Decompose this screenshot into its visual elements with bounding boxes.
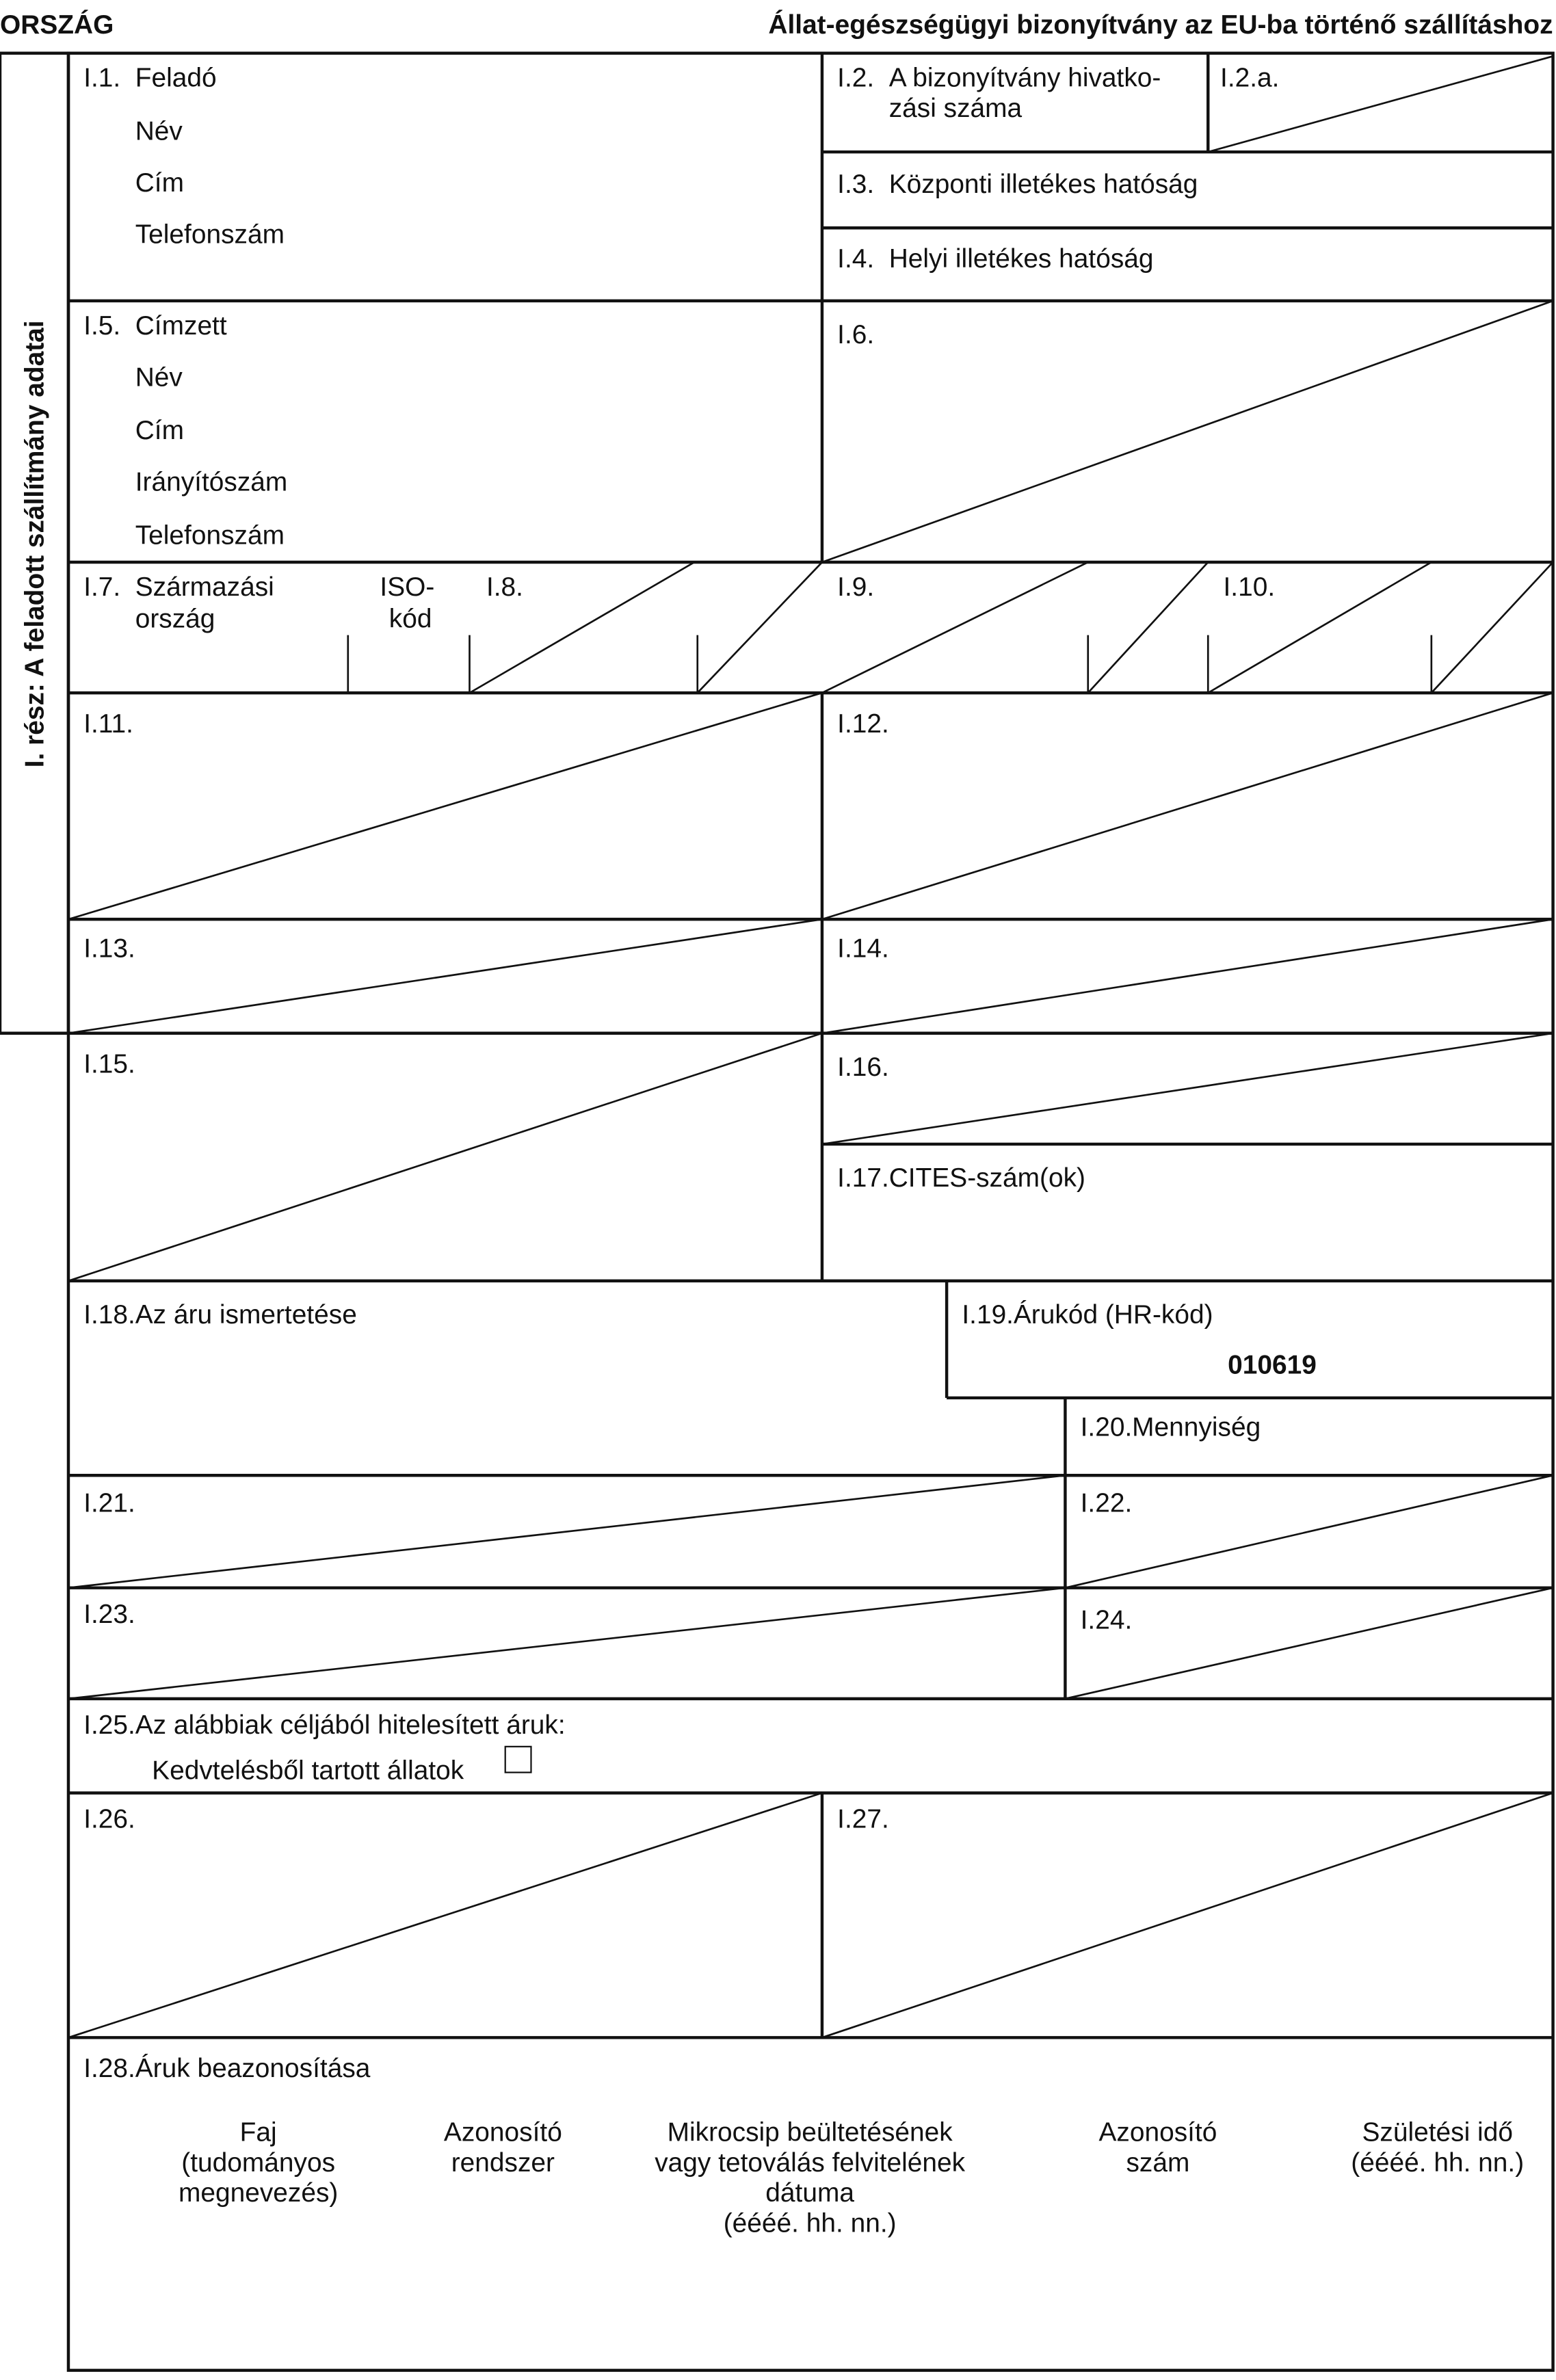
box-i16: I.16. <box>837 1051 889 1082</box>
box-i20-quantity: I.20.Mennyiség <box>1080 1411 1261 1442</box>
consignee-address-label: Cím <box>135 414 184 445</box>
box-i11: I.11. <box>83 708 133 739</box>
box-i23: I.23. <box>83 1598 135 1629</box>
column-id-system: Azonosító rendszer <box>443 2116 562 2178</box>
box-i2-line2: zási száma <box>888 92 1023 123</box>
box-i25-purpose: I.25.Az alábbiak céljából hitelesített áruk: <box>83 1709 566 1740</box>
box-i17-cites: I.17.CITES-szám(ok) <box>837 1162 1085 1193</box>
box-i4-local-authority: I.4. Helyi illetékes hatóság <box>837 243 1154 274</box>
column-species: Faj (tudományos megnevezés) <box>178 2116 339 2208</box>
box-i21: I.21. <box>83 1488 135 1518</box>
consignee-postcode-label: Irányítószám <box>135 466 288 497</box>
box-i5-consignee: I.5. Címzett <box>83 310 227 341</box>
box-i14: I.14. <box>837 933 889 964</box>
consignor-address-label: Cím <box>135 167 184 198</box>
box-i3-central-authority: I.3. Központi illetékes hatóság <box>837 168 1198 200</box>
consignee-name-label: Név <box>135 361 183 393</box>
box-i18-description: I.18.Az áru ismertetése <box>83 1299 357 1330</box>
box-i12: I.12. <box>837 708 889 739</box>
section-side-label: I. rész: A feladott szállítmány adatai <box>18 319 49 767</box>
cross-out-lines <box>68 56 1553 2037</box>
iso-code-label: ISO- <box>380 571 435 602</box>
box-i7-line2: ország <box>135 603 215 634</box>
form-border <box>68 53 1553 2370</box>
box-i15: I.15. <box>83 1048 135 1079</box>
box-i8: I.8. <box>486 571 523 602</box>
box-borders <box>0 53 1553 2370</box>
column-id-number: Azonosító szám <box>1098 2116 1217 2178</box>
box-i22: I.22. <box>1080 1488 1133 1518</box>
column-birth-date: Születési idő (éééé. hh. nn.) <box>1351 2116 1525 2178</box>
column-implant-date: Mikrocsip beültetésének vagy tetoválás felvitelének dátuma (éééé. hh. nn.) <box>655 2116 966 2238</box>
certificate-title: Állat-egészségügyi bizonyítvány az EU-ba történő szállításhoz <box>768 9 1553 40</box>
box-i2-reference: I.2. A bizonyítvány hivatko- <box>837 62 1161 93</box>
consignor-phone-label: Telefonszám <box>135 218 285 250</box>
box-i24: I.24. <box>1080 1604 1133 1635</box>
pets-checkbox[interactable] <box>505 1746 532 1773</box>
commodity-code-value: 010619 <box>1228 1349 1317 1380</box>
box-i10: I.10. <box>1223 571 1276 602</box>
box-i6: I.6. <box>837 319 875 349</box>
box-i7-country-origin: I.7. Származási <box>83 571 274 602</box>
pets-option-label: Kedvtelésből tartott állatok <box>152 1755 464 1786</box>
box-i2a: I.2.a. <box>1220 62 1280 93</box>
box-i1-consignor: I.1. Feladó <box>83 62 217 93</box>
box-i26: I.26. <box>83 1803 135 1834</box>
box-i13: I.13. <box>83 933 135 964</box>
box-i9: I.9. <box>837 571 875 602</box>
iso-code-label-2: kód <box>388 603 432 634</box>
box-i19-commodity-code: I.19.Árukód (HR-kód) <box>962 1299 1213 1330</box>
consignor-name-label: Név <box>135 115 183 146</box>
box-i28-identification: I.28.Áruk beazonosítása <box>83 2052 371 2083</box>
box-i27: I.27. <box>837 1803 889 1834</box>
consignee-phone-label: Telefonszám <box>135 519 285 551</box>
country-heading: ORSZÁG <box>0 9 114 40</box>
